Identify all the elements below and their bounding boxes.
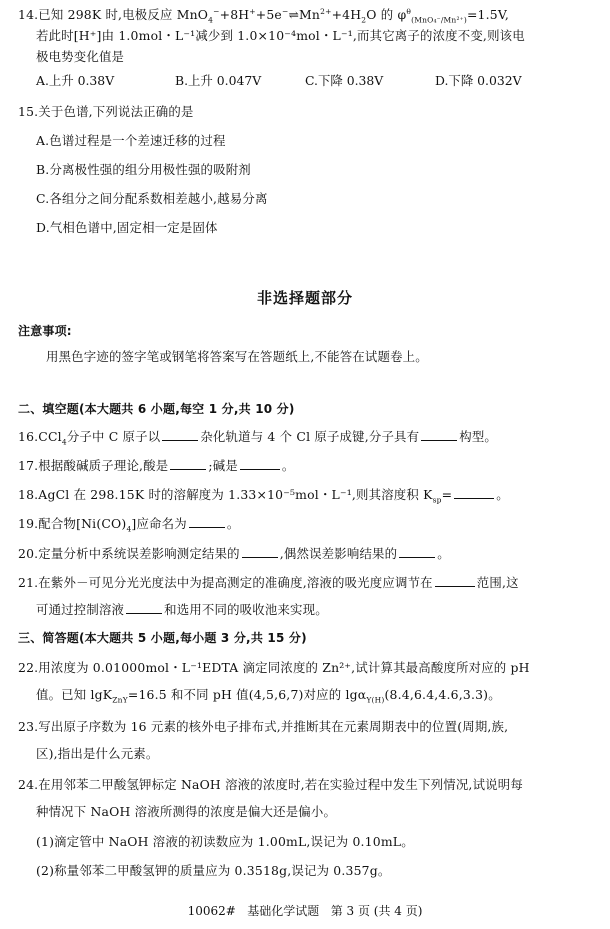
q16-text: 16.CCl — [18, 429, 62, 444]
q16-text: 构型。 — [459, 429, 498, 444]
q20 — [18, 545, 450, 562]
q23-line1: 23.写出原子序数为 16 元素的核外电子排布式,并推断其在元素周期表中的位置(周期,族, — [18, 719, 509, 734]
q14-sup: 2+ — [320, 6, 332, 16]
equilibrium-arrow: ⇌ — [288, 7, 300, 22]
q18-text: 18.AgCl 在 298.15K 时的溶解度为 1.33×10⁻⁵mol・L⁻¹,则其溶度积 K — [18, 487, 433, 502]
q21-text: 和选用不同的吸收池来实现。 — [164, 602, 328, 617]
q15-option-d: D.气相色谱中,固定相一定是固体 — [36, 220, 218, 235]
q16-text: 分子中 C 原子以 — [66, 429, 161, 444]
q20-text: 。 — [437, 546, 450, 561]
answer-blank — [435, 574, 475, 587]
q19-text: ]应命名为 — [131, 516, 187, 531]
q24-sub2: (2)称量邻苯二甲酸氢钾的质量应为 0.3518g,误记为 0.357g。 — [36, 863, 391, 878]
q24-sub1: (1)滴定管中 NaOH 溶液的初读数应为 1.00mL,误记为 0.10mL。 — [36, 834, 414, 849]
q18-sub: sp — [432, 495, 442, 505]
q16-text: 杂化轨道与 4 个 Cl 原子成键,分子具有 — [200, 429, 420, 444]
q14-text: Mn — [299, 7, 321, 22]
q17-text: 。 — [281, 458, 295, 473]
q16-sub: 4 — [61, 437, 67, 447]
q21-text: 可通过控制溶液 — [36, 602, 125, 617]
page-footer: 10062# 基础化学试题 第 3 页 (共 4 页) — [187, 904, 423, 918]
q15-option-b: B.分离极性强的组分用极性强的吸附剂 — [36, 162, 251, 177]
q14-sup: − — [213, 6, 220, 16]
q14-text: =1.5V, — [466, 7, 509, 22]
q17-text: 17.根据酸碱质子理论,酸是 — [18, 458, 169, 473]
q14-sup: − — [281, 6, 289, 16]
q22-line2 — [36, 687, 501, 703]
q17 — [18, 457, 295, 474]
q14-option-a: A.上升 0.38V — [36, 73, 115, 88]
q18-text: 。 — [496, 487, 509, 502]
q24-line2: 种情况下 NaOH 溶液所测得的浓度是偏大还是偏小。 — [36, 804, 337, 819]
q15-stem: 15.关于色谱,下列说法正确的是 — [18, 104, 194, 119]
q17-text: ;碱是 — [208, 458, 238, 473]
q22-sub: ZnY — [112, 695, 128, 705]
q14-text: 14.已知 298K 时,电极反应 MnO — [18, 7, 209, 22]
q14-text: +5e — [255, 7, 282, 22]
answer-blank — [454, 486, 494, 499]
part2-heading: 二、填空题(本大题共 6 小题,每空 1 分,共 10 分) — [18, 402, 295, 416]
q18-text: = — [441, 487, 453, 502]
q14-text: +4H — [331, 7, 362, 22]
q15-option-c: C.各组分之间分配系数相差越小,越易分离 — [36, 191, 268, 206]
q19 — [18, 515, 239, 532]
q19-text: 。 — [226, 516, 240, 531]
answer-blank — [126, 601, 162, 614]
q14-sup: θ — [406, 6, 412, 16]
q24-line1: 24.在用邻苯二甲酸氢钾标定 NaOH 溶液的浓度时,若在实验过程中发生下列情况,试说明每 — [18, 777, 523, 792]
q22-text: =16.5 和不同 pH 值(4,5,6,7)对应的 lgα — [127, 687, 367, 702]
q22-text: 值。已知 lgK — [36, 687, 113, 702]
answer-blank — [162, 428, 198, 441]
q21-line2 — [36, 601, 328, 618]
q14-line3: 极电势变化值是 — [36, 49, 125, 64]
q14-option-b: B.上升 0.047V — [175, 73, 262, 88]
notice-label: 注意事项: — [18, 324, 72, 338]
answer-blank — [189, 515, 225, 528]
q14-option-c: C.下降 0.38V — [305, 73, 384, 88]
q14-option-d: D.下降 0.032V — [435, 73, 522, 88]
q14-sup: + — [249, 6, 256, 16]
notice-text: 用黑色字迹的签字笔或钢笔将答案写在答题纸上,不能答在试题卷上。 — [46, 349, 428, 364]
q14-sub: 2 — [361, 15, 367, 25]
q20-text: ,偶然误差影响结果的 — [279, 546, 398, 561]
answer-blank — [242, 545, 278, 558]
q22-sub: Y(H) — [366, 695, 385, 705]
q15-option-a: A.色谱过程是一个差速迁移的过程 — [36, 133, 226, 148]
answer-blank — [399, 545, 435, 558]
q20-text: 20.定量分析中系统误差影响测定结果的 — [18, 546, 240, 561]
part3-heading: 三、简答题(本大题共 5 小题,每小题 3 分,共 15 分) — [18, 631, 307, 645]
section-title: 非选择题部分 — [256, 289, 353, 307]
q21-text: 21.在紫外－可见分光光度法中为提高测定的准确度,溶液的吸光度应调节在 — [18, 575, 433, 590]
answer-blank — [170, 457, 206, 470]
answer-blank — [240, 457, 280, 470]
q21-text: 范围,这 — [476, 575, 519, 590]
q19-text: 19.配合物[Ni(CO) — [18, 516, 127, 531]
q16 — [18, 428, 497, 445]
q23-line2: 区),指出是什么元素。 — [36, 746, 159, 761]
q22-line1: 22.用浓度为 0.01000mol・L⁻¹EDTA 滴定同浓度的 Zn²⁺,试计算其最高酸度所对应的 pH — [18, 660, 530, 675]
q22-text: (8.4,6.4,4.6,3.3)。 — [384, 687, 501, 702]
q14-text: +8H — [219, 7, 250, 22]
q14-sub: (MnO₄⁻/Mn²⁺) — [411, 15, 467, 25]
q21-line1 — [18, 574, 519, 591]
q14-line2: 若此时[H⁺]由 1.0mol・L⁻¹减少到 1.0×10⁻⁴mol・L⁻¹,而其它离子的浓度不变,则该电 — [36, 28, 525, 43]
q14-line1 — [18, 7, 509, 23]
q14-sub: 4 — [208, 15, 214, 25]
answer-blank — [421, 428, 457, 441]
q18 — [18, 486, 509, 503]
q14-text: O 的 φ — [366, 7, 407, 22]
q19-sub: 4 — [126, 524, 132, 534]
